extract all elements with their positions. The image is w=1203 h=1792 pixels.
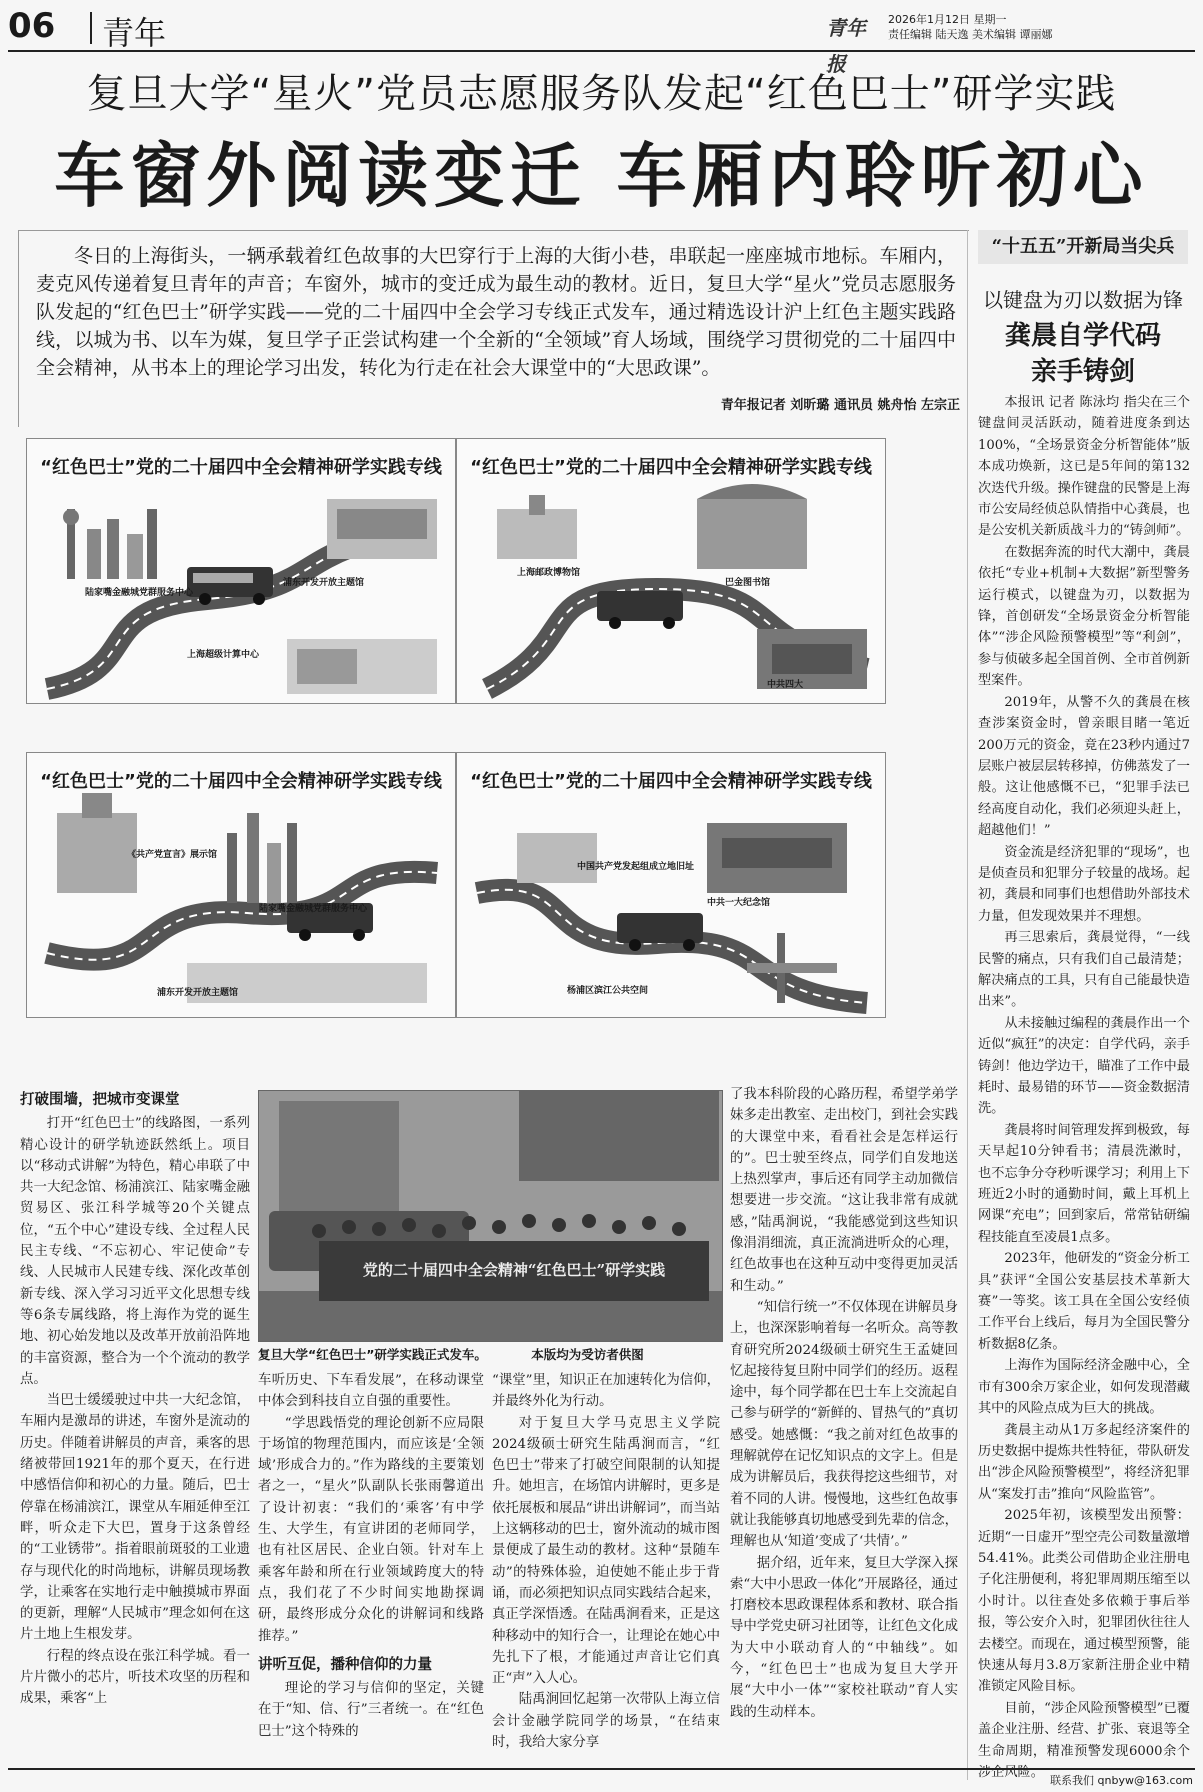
body-paragraph: “课堂”里，知识正在加速转化为信仰，并最终外化为行动。 bbox=[492, 1373, 720, 1410]
column-paragraph: 目前，“涉企风险预警模型”已覆盖企业注册、经营、扩张、衰退等全生命周期，精准预警发现6000余个涉企风险。 bbox=[978, 1700, 1190, 1780]
photo-drawing bbox=[259, 1091, 722, 1341]
route-map-illustration-2 bbox=[456, 438, 886, 704]
body-column-1 bbox=[20, 1090, 250, 1710]
body-paragraph: 对于复旦大学马克思主义学院2024级硕士研究生陆禹涧而言，“红色巴士”带来了打破空间限制的认知提升。她坦言，在场馆内讲解时，更多是依托展板和展品“讲出讲解词”，而当站上这辆移动的巴士，窗外流动的城市图景便成了最生动的教材。这种“景随车动”的特殊体验，迫使她不能止步于背诵，而必须把知识点同实践结合起来，真正学深悟透。在陆禹涧看来，正是这种移动中的知行合一，让理论在她心中先扎下了根，才能通过声音让它们真正“声”入人心。 bbox=[492, 1415, 720, 1687]
illustration-title: “红色巴士”党的二十届四中全会精神研学实践专线 bbox=[470, 771, 872, 792]
column-paragraph: 龚晨主动从1万多起经济案件的历史数据中提炼共性特征，带队研发出“涉企风险预警模型”，将经济犯罪从“案发打击”推向“风险监管”。 bbox=[978, 1422, 1190, 1502]
column-paragraph: 2025年初，该模型发出预警：近期“一日虚开”型空壳公司数量激增54.41%。此类公司借助企业注册电子化注册便利，将犯罪周期压缩至以小时计。以往查处多依赖于事后举报，等公安介入时，犯罪团伙往往人去楼空。而现在，通过模型预警，能快速从每月3.8万家新注册企业中精准锁定风险目标。 bbox=[978, 1508, 1190, 1695]
column-paragraph: 2023年，他研发的“资金分析工具”获评“全国公安基层技术革新大赛”一等奖。该工具在全国公安经侦工作平台上线后，每月为全国民警分析数据8亿条。 bbox=[978, 1251, 1190, 1352]
column-headline-line: 亲手铸剑 bbox=[1030, 357, 1135, 387]
column-paragraph: 本报讯 记者 陈泳均 指尖在三个键盘间灵活跃动，随着进度条到达100%，“全场景资金分析智能体”版本成功焕新，这已是5年间的第132次迭代升级。操作键盘的民警是上海市公安局经侦总队情指中心龚晨，也是公安机关新质战斗力的“铸剑师”。 bbox=[978, 395, 1190, 539]
body-paragraph: 打开“红色巴士”的线路图，一系列精心设计的研学轨迹跃然纸上。项目以“移动式讲解”为特色，精心串联了中共一大纪念馆、杨浦滨江、陆家嘴金融贸易区、张江科学城等20个关键点位，“五个中心”建设专线、全过程人民民主专线、“不忘初心、牢记使命”专线、人民城市人民建专线、深化改革创新专线、深入学习习近平文化思想专线等6条专属线路，将上海作为党的诞生地、初心始发地以及改革开放前沿阵地的丰富资源，整合为一个个流动的教学点。 bbox=[20, 1116, 250, 1387]
column-paragraph: 从未接触过编程的龚晨作出一个近似“疯狂”的决定：自学代码，亲手铸剑！他边学边干，瞄准了工作中最耗时、最易错的环节——资金数据清洗。 bbox=[978, 1015, 1190, 1117]
route-stop-label: 中共四大 bbox=[767, 680, 804, 690]
column-paragraph: 龚晨将时间管理发挥到极致，每天早起10分钟看书；清晨洗漱时，也不忘争分夺秒听课学习；利用上下班近2小时的通勤时间，戴上耳机上网课“充电”；回到家后，常常钻研编程技能直至凌晨1点多。 bbox=[978, 1122, 1190, 1245]
route-stop-label: 上海邮政博物馆 bbox=[517, 568, 581, 578]
body-column-3 bbox=[492, 1370, 720, 1753]
page-number: 06 bbox=[8, 6, 56, 46]
column-series-tag: “十五五”开新局当尖兵 bbox=[978, 230, 1188, 264]
body-paragraph: 车听历史、下车看发展”，在移动课堂中体会到科技自立自强的重要性。 bbox=[258, 1373, 484, 1410]
column-paragraph: 资金流是经济犯罪的“现场”，也是侦查员和犯罪分子较量的战场。起初，龚晨和同事们也想借助外部技术力量，但发现效果并不理想。 bbox=[978, 844, 1190, 924]
column-headline bbox=[978, 318, 1188, 390]
illustration-title: “红色巴士”党的二十届四中全会精神研学实践专线 bbox=[40, 771, 442, 792]
route-stop-label: 中国共产党发起组成立地旧址 bbox=[577, 862, 695, 872]
photo-caption-row bbox=[258, 1345, 721, 1363]
route-stop-label: 《共产党宣言》展示馆 bbox=[127, 850, 218, 860]
column-body bbox=[978, 392, 1190, 1783]
column-subtitle: 以键盘为刃以数据为锋 bbox=[983, 288, 1183, 312]
column-paragraph: 上海作为国际经济金融中心，全市有300余万家企业，如何发现潜藏其中的风险点成为巨大的挑战。 bbox=[978, 1358, 1190, 1417]
lead-paragraph: 冬日的上海街头，一辆承载着红色故事的大巴穿行于上海的大街小巷，串联起一座座城市地标。车厢内，麦克风传递着复旦青年的声音；车窗外，城市的变迁成为最生动的教材。近日，复旦大学“星火”党员志愿服务队发起的“红色巴士”研学实践——党的二十届四中全会学习专线正式发车，通过精选设计沪上红色主题实践路线，以城为书、以车为媒，复旦学子正尝试构建一个全新的“全领域”育人场域，围绕学习贯彻党的二十届四中全会精神，从书本上的理论学习出发，转化为行走在社会大课堂中的“大思政课”。 bbox=[36, 245, 956, 379]
section-heading: 打破围墙，把城市变课堂 bbox=[20, 1092, 180, 1108]
photo-caption: 复旦大学“红色巴士”研学实践正式发车。 bbox=[258, 1347, 487, 1362]
page-footer-rule bbox=[8, 1768, 1195, 1770]
body-column-4 bbox=[730, 1084, 958, 1723]
photo-credit: 本版均为受访者供图 bbox=[531, 1347, 644, 1362]
issue-info bbox=[888, 12, 1053, 42]
body-paragraph: “学思践悟党的理论创新不应局限于场馆的物理范围内，而应该是‘全领域’形成合力的。”作为路线的主要策划者之一，“星火”队副队长张雨馨道出了设计初衷：“我们的‘乘客’有中学生、大学生，有宣讲团的老师同学，也有社区居民、企业白领。针对车上乘客年龄和所在行业领域跨度大的特点，我们花了不少时间实地勘探调研，最终形成分众化的讲解词和线路推荐。” bbox=[258, 1415, 484, 1644]
newspaper-logo: 青年报 bbox=[826, 16, 866, 76]
route-stop-label: 巴金图书馆 bbox=[725, 578, 771, 588]
issue-editors: 责任编辑 陆天逸 美术编辑 谭丽娜 bbox=[888, 28, 1053, 41]
body-paragraph: 行程的终点设在张江科学城。看一片片微小的芯片，听技术攻坚的历程和成果，乘客“上 bbox=[20, 1648, 250, 1707]
route-stop-label: 杨浦区滨江公共空间 bbox=[567, 986, 649, 996]
route-stop-label: 上海超级计算中心 bbox=[187, 650, 260, 660]
lead-byline: 青年报记者 刘昕璐 通讯员 姚舟怡 左宗正 bbox=[720, 398, 960, 413]
column-headline-line: 龚晨自学代码 bbox=[1004, 321, 1161, 351]
body-paragraph: 当巴士缓缓驶过中共一大纪念馆，车厢内是激昂的讲述，车窗外是流动的历史。伴随着讲解员的声音，乘客的思绪被带回1921年的那个夏天，在行进中感悟信仰和初心的力量。随后，巴士停靠在杨浦滨江，课堂从车厢延伸至江畔，听众走下大巴，置身于这条曾经的“工业锈带”。指着眼前斑驳的工业遗存与现代化的时尚地标，讲解员现场教学，让乘客在实地行走中触摸城市界面的更新，理解“人民城市”理念如何在这片土地上生根发芽。 bbox=[20, 1393, 250, 1643]
route-stop-label: 中共一大纪念馆 bbox=[707, 898, 771, 908]
route-stop-label: 浦东开发开放主题馆 bbox=[283, 578, 365, 588]
body-column-2 bbox=[258, 1370, 484, 1742]
page-header bbox=[8, 6, 1195, 76]
column-paragraph: 2019年，从警不久的龚晨在核查涉案资金时，曾亲眼目睹一笔近200万元的资金，竟在23秒内通过7层账户被层层转移掉，仿佛蒸发了一般。这让他感慨不已，“犯罪手法已经高度自动化，我们必须迎头赶上，超越他们！” bbox=[978, 694, 1190, 839]
route-stop-label: 浦东开发开放主题馆 bbox=[157, 988, 239, 998]
route-stop-label: 陆家嘴金融城党群服务中心 bbox=[259, 904, 368, 914]
footer-contact: 联系我们 qnbyw@163.com bbox=[1050, 1774, 1193, 1787]
photo-banner: 党的二十届四中全会精神“红色巴士”研学实践 bbox=[362, 1261, 666, 1279]
article-headline: 车窗外阅读变迁 车厢内聆听初心 bbox=[54, 135, 1149, 217]
route-map-illustration-1 bbox=[26, 438, 456, 704]
body-paragraph: “知信行统一”不仅体现在讲解员身上，也深深影响着每一名听众。高等教育研究所2024级硕士研究生王孟婕回忆起接待复旦附中同学们的经历。返程途中，每个同学都在巴士车上交流起自己参与研学的“新鲜的、冒热气的”真切感受。她感慨：“我之前对红色故事的理解就停在记忆知识点的文字上。但是成为讲解员后，我获得挖这些细节，对着不同的人讲。慢慢地，这些红色故事就让我能够真切地感受到先辈的信念，理解也从‘知道’变成了‘共情’。” bbox=[730, 1299, 958, 1550]
column-paragraph: 再三思索后，龚晨觉得，“一线民警的痛点，只有我们自己最清楚；解决痛点的工具，只有自己能最快造出来”。 bbox=[978, 930, 1190, 1010]
group-photo bbox=[258, 1090, 723, 1342]
illustration-title: “红色巴士”党的二十届四中全会精神研学实践专线 bbox=[470, 457, 872, 478]
issue-date: 2026年1月12日 星期一 bbox=[888, 13, 1007, 26]
section-heading: 讲听互促，播种信仰的力量 bbox=[258, 1656, 432, 1673]
illustration-title: “红色巴士”党的二十届四中全会精神研学实践专线 bbox=[40, 457, 442, 478]
body-paragraph: 理论的学习与信仰的坚定，关键在于“知、信、行”三者统一。在“红色巴士”这个特殊的 bbox=[258, 1681, 484, 1739]
route-map-illustration-4 bbox=[456, 752, 886, 1018]
body-paragraph: 了我本科阶段的心路历程，希望学弟学妹多走出教室、走出校门，到社会实践的大课堂中来，看看社会是怎样运行的”。巴士驶至终点，同学们自发地送上热烈掌声，事后还有同学主动加微信想要进一步交流。“这让我非常有成就感，”陆禹涧说，“我能感觉到这些知识像涓涓细流，真正流淌进听众的心理，红色故事也在这种互动中变得更加灵活和生动。” bbox=[730, 1087, 958, 1294]
body-paragraph: 陆禹涧回忆起第一次带队上海立信会计金融学院同学的场景，“在结束时，我给大家分享 bbox=[492, 1692, 720, 1751]
section-name: 青年 bbox=[102, 14, 167, 52]
column-paragraph: 在数据奔流的时代大潮中，龚晨依托“专业+机制+大数据”新型警务运行模式，以键盘为刃，以数据为锋，首创研发“全场景资金分析智能体”“涉企风险预警模型”等“利剑”，参与侦破多起全国首例、全市首例新型案件。 bbox=[978, 544, 1190, 689]
column-divider bbox=[967, 230, 968, 1780]
article-kicker: 复旦大学“星火”党员志愿服务队发起“红色巴士”研学实践 bbox=[86, 71, 1117, 117]
route-stop-label: 陆家嘴金融城党群服务中心 bbox=[85, 588, 194, 598]
header-divider bbox=[90, 12, 92, 44]
route-map-illustration-3 bbox=[26, 752, 456, 1018]
body-paragraph: 据介绍，近年来，复旦大学深入探索“大中小思政一体化”开展路径，通过打磨校本思政课程体系和教材、联合指导中学党史研习社团等，让红色文化成为大中小联动育人的“中轴线”。如今，“红色巴士”也成为复旦大学开展“大中小一体”“家校社联动”育人实践的生动样本。 bbox=[730, 1555, 958, 1720]
